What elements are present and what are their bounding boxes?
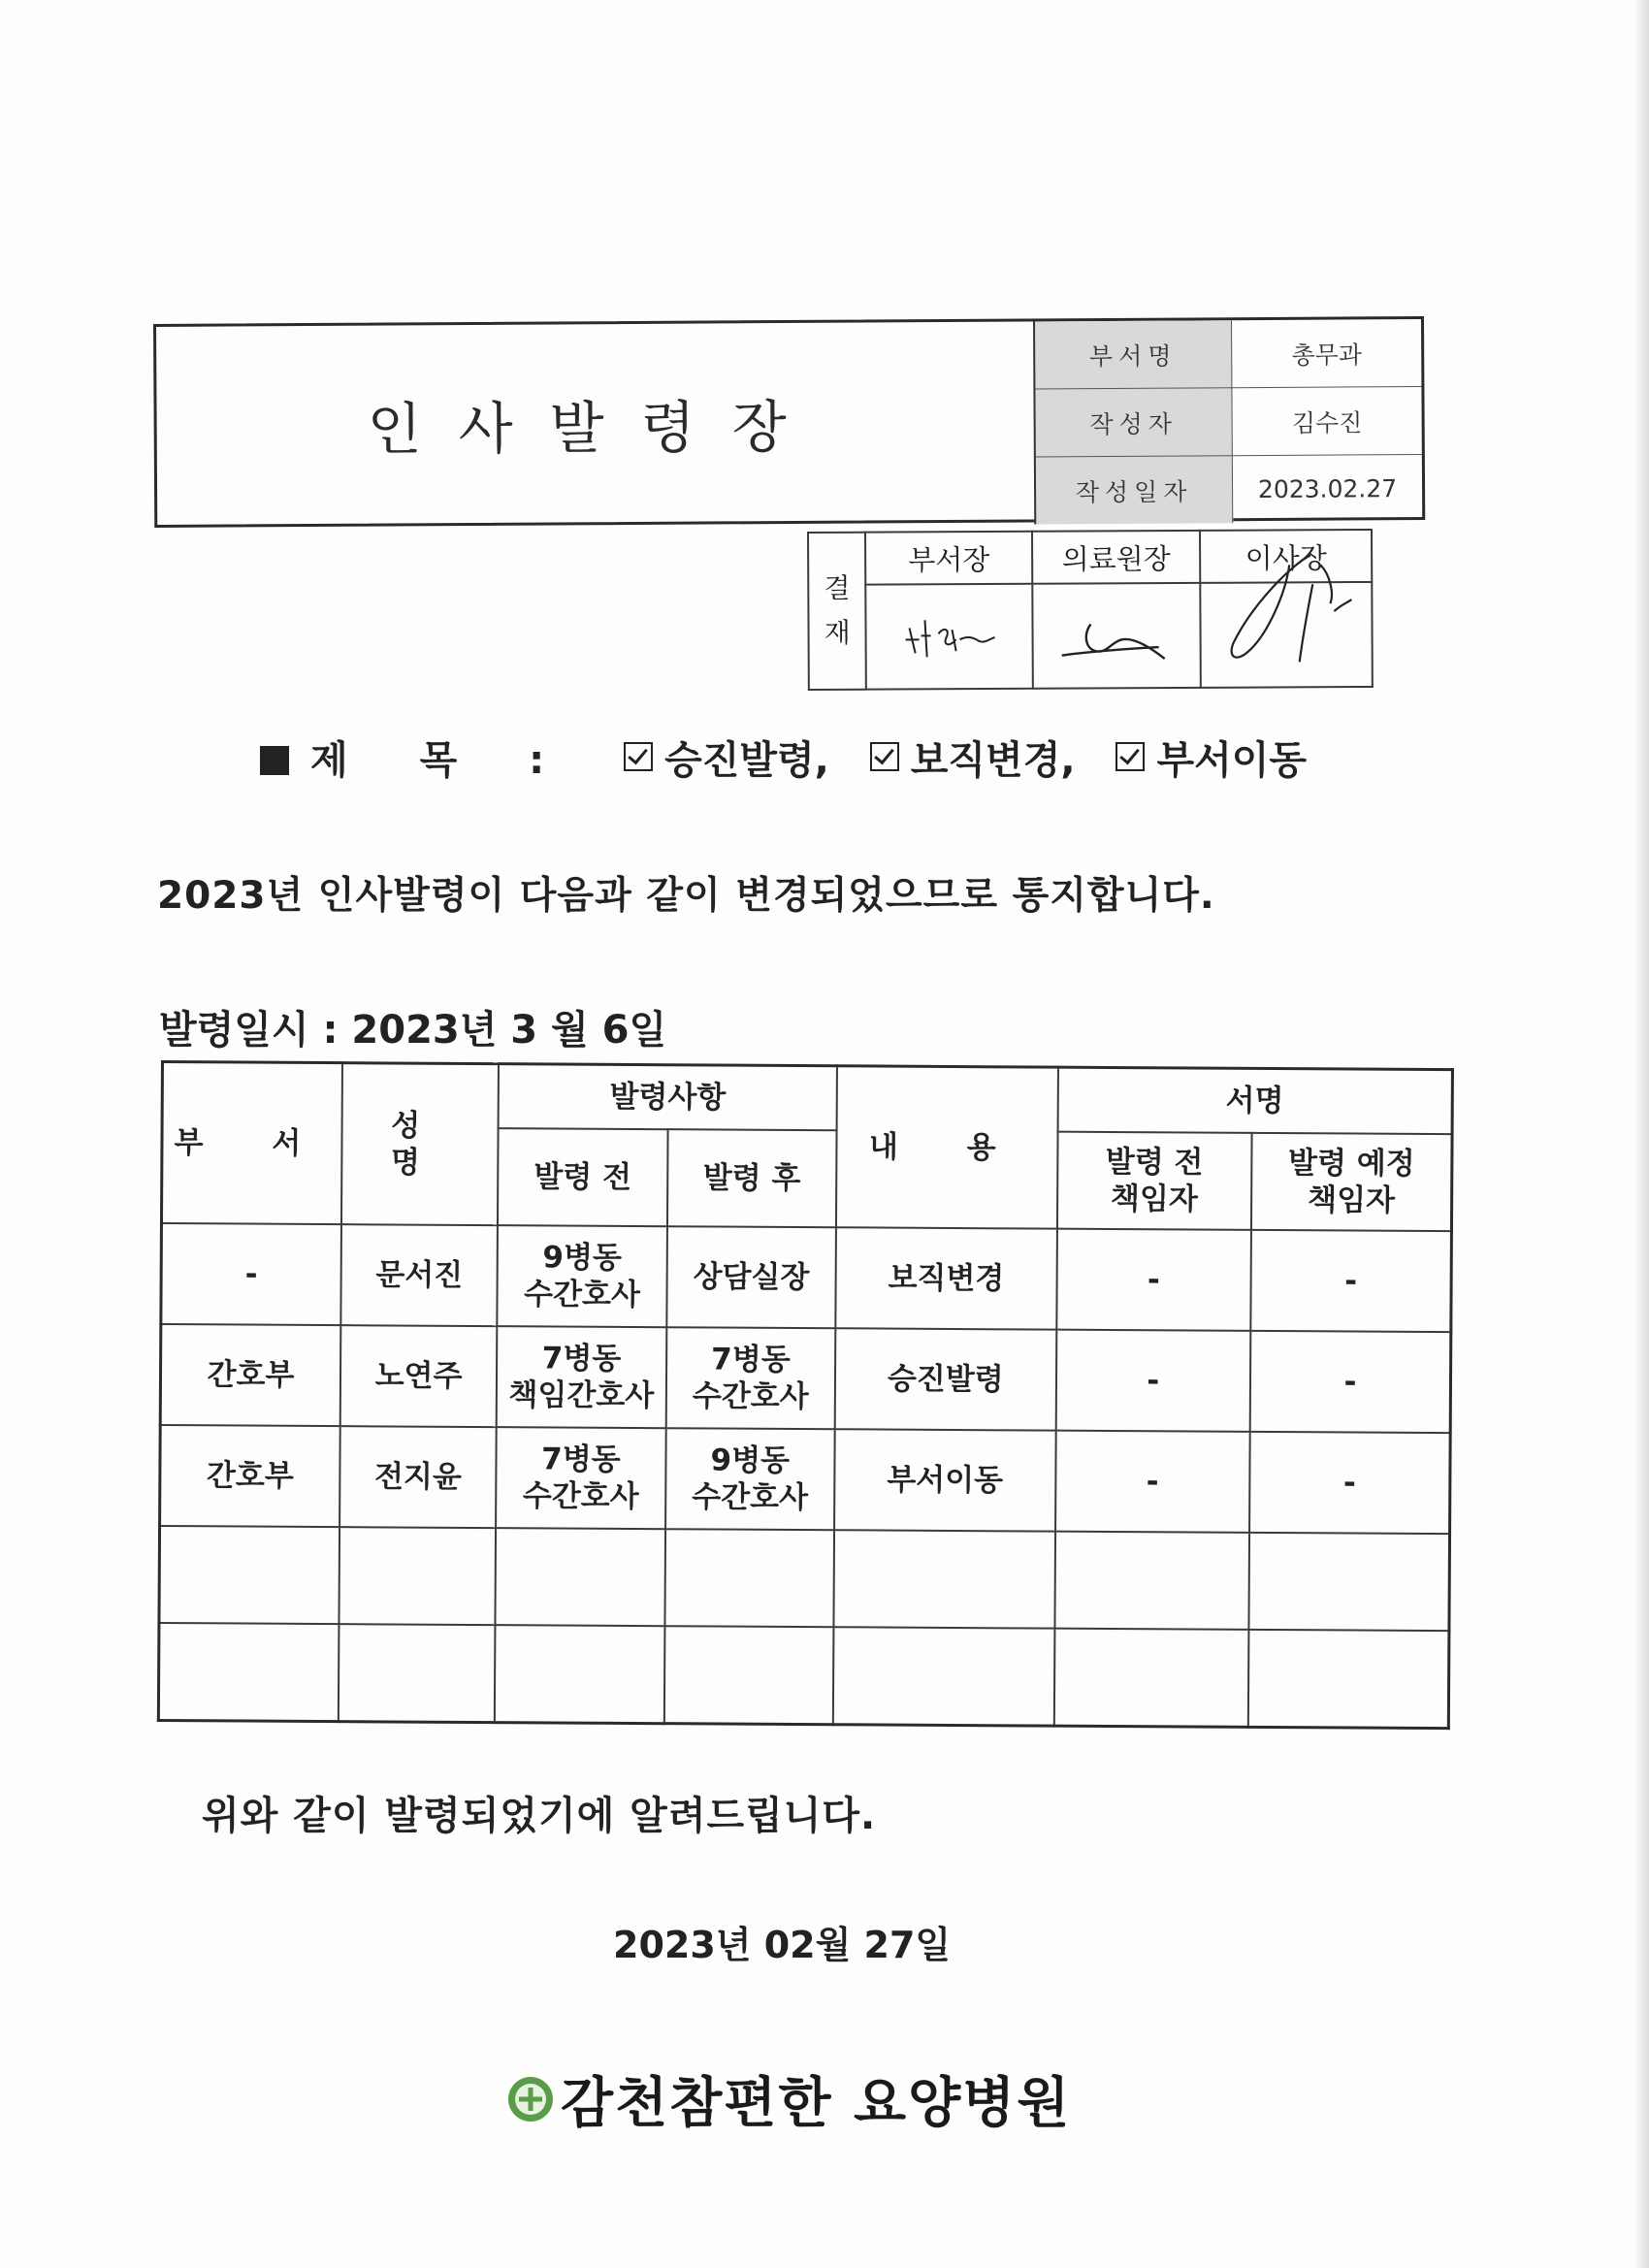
subject-label: 제 목 : [310,738,574,783]
date-value: 2023.02.27 [1232,455,1422,524]
dept-value: 총무과 [1231,319,1421,388]
table-row [160,1324,1451,1433]
cell-content: 부서이동 [834,1429,1055,1531]
author-label: 작성자 [1034,388,1232,457]
cell-before: 9병동 수간호사 [498,1225,667,1327]
issue-date: 2023년 02월 27일 [613,1924,952,1966]
cell-before: 7병동 수간호사 [496,1427,665,1529]
subject-line [260,729,1307,785]
document-title: 인사발령장 [367,393,824,463]
subject-item-promotion: 승진발령, [664,738,829,783]
subject-item-transfer: 부서이동 [1156,738,1308,783]
date-label: 작성일자 [1035,456,1233,525]
header-dept: 부 서 [161,1062,341,1224]
bullet-square-icon [260,746,289,775]
cell-after: 9병동 수간호사 [665,1428,835,1530]
cell-before: 7병동 책임간호사 [497,1326,666,1428]
cell-dept: - [161,1223,341,1325]
notice-text: 2023년 인사발령이 다음과 같이 변경되었으므로 통지합니다. [157,874,1215,918]
cell-prev-manager: - [1055,1430,1250,1532]
approval-side-1: 결 [824,571,851,604]
hospital-signature [506,2060,1071,2138]
cell-dept: 간호부 [160,1425,340,1527]
signature-1 [866,584,1033,690]
header-signature: 서명 [1057,1067,1452,1133]
subject-item-position-change: 보직변경, [910,738,1076,783]
header-name: 성 명 [341,1063,499,1225]
cell-after: 7병동 수간호사 [665,1327,835,1429]
cell-content: 승진발령 [835,1328,1056,1430]
handwritten-signature-2 [1053,595,1180,673]
scan-edge [1635,0,1649,2268]
approval-role-1: 부서장 [865,532,1032,585]
approval-role-2: 의료원장 [1032,531,1201,584]
checkbox-checked-icon [870,742,899,771]
meta-table [1033,319,1422,524]
cell-name: 전지윤 [340,1426,497,1528]
header-content: 내 용 [836,1066,1058,1228]
signature-3 [1201,582,1373,688]
dept-label: 부서명 [1034,320,1232,389]
hospital-logo-icon [506,2075,555,2123]
header-order: 발령사항 [499,1064,837,1130]
author-value: 김수진 [1232,387,1422,456]
cell-next-manager: - [1250,1229,1451,1331]
approval-role-3: 이사장 [1200,530,1372,583]
cell-after: 상담실장 [666,1226,836,1328]
cell-name: 노연주 [340,1325,498,1427]
cell-prev-manager: - [1056,1228,1251,1330]
table-row [161,1223,1452,1332]
approval-side-2: 재 [824,616,851,649]
cell-dept: 간호부 [160,1324,340,1426]
checkbox-checked-icon [624,742,653,771]
header-after: 발령 후 [667,1129,837,1227]
table-row-empty [158,1622,1449,1728]
table-row [160,1425,1451,1534]
table-row-empty [159,1526,1450,1631]
personnel-table [157,1060,1454,1730]
header-next-manager: 발령 예정 책임자 [1251,1132,1452,1230]
effective-date: 발령일시 : 2023년 3 월 6일 [159,1008,667,1053]
cell-next-manager: - [1249,1431,1450,1533]
handwritten-signature-1 [896,600,1003,669]
hospital-name: 감천참편한 요양병원 [561,2072,1072,2135]
cell-name: 문서진 [340,1224,498,1326]
approval-side-label [808,533,866,690]
handwritten-signature-3 [1204,545,1370,682]
signature-2 [1032,583,1201,689]
header-box [153,316,1425,528]
cell-next-manager: - [1250,1330,1451,1432]
checkbox-checked-icon [1116,742,1145,771]
cell-content: 보직변경 [835,1227,1056,1329]
cell-prev-manager: - [1055,1329,1250,1431]
closing-text: 위와 같이 발령되었기에 알려드립니다. [202,1794,877,1838]
header-prev-manager: 발령 전 책임자 [1057,1131,1252,1229]
header-before: 발령 전 [498,1128,667,1226]
approval-box [807,529,1374,691]
